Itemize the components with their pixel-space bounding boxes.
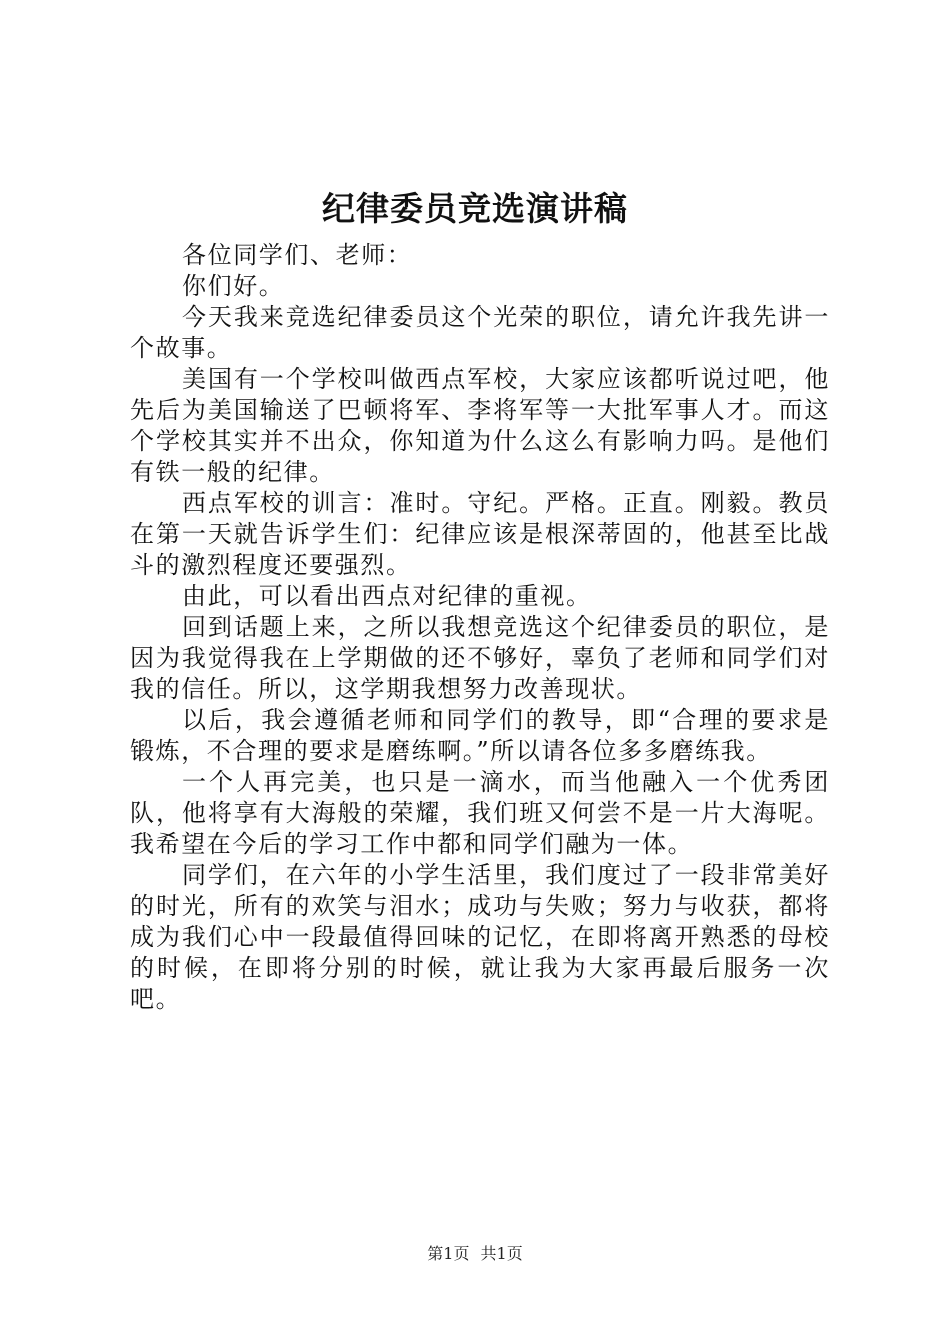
paragraph-westpoint-story: 美国有一个学校叫做西点军校，大家应该都听说过吧，他先后为美国输送了巴顿将军、李将军等一大批军事人才。而这个学校其实并不出众，你知道为什么这么有影响力吗。是他们有铁一般的纪律。: [130, 365, 830, 486]
paragraph-team: 一个人再完美，也只是一滴水，而当他融入一个优秀团队，他将享有大海般的荣耀，我们班又何尝不是一片大海呢。我希望在今后的学习工作中都和同学们融为一体。: [130, 768, 830, 858]
paragraph-greeting: 各位同学们、老师：: [182, 241, 413, 269]
paragraph-westpoint-motto: 西点军校的训言：准时。守纪。严格。正直。刚毅。教员在第一天就告诉学生们：纪律应该是根深蒂固的，他甚至比战斗的激烈程度还要强烈。: [130, 489, 830, 579]
document-title: 纪律委员竞选演讲稿: [322, 189, 628, 228]
paragraph-hello: 你们好。: [182, 272, 285, 300]
document-body: [130, 240, 830, 1015]
paragraph-closing: 同学们，在六年的小学生活里，我们度过了一段非常美好的时光，所有的欢笑与泪水；成功与失败；努力与收获，都将成为我们心中一段最值得回味的记忆，在即将离开熟悉的母校的时候，在即将分别的时候，就让我为大家再最后服务一次吧。: [130, 861, 830, 1013]
paragraph-promise: 以后，我会遵循老师和同学们的教导，即“合理的要求是锻炼，不合理的要求是磨练啊。”所以请各位多多磨练我。: [130, 706, 830, 765]
page-total: 共1页: [480, 1244, 523, 1263]
page-footer: [0, 1243, 950, 1265]
paragraph-reason: 回到话题上来，之所以我想竞选这个纪律委员的职位，是因为我觉得我在上学期做的还不够好，辜负了老师和同学们对我的信任。所以，这学期我想努力改善现状。: [130, 613, 830, 703]
page-number: 第1页: [427, 1244, 470, 1263]
paragraph-discipline-importance: 由此，可以看出西点对纪律的重视。: [182, 582, 592, 610]
paragraph-intro: 今天我来竞选纪律委员这个光荣的职位，请允许我先讲一个故事。: [130, 303, 830, 362]
